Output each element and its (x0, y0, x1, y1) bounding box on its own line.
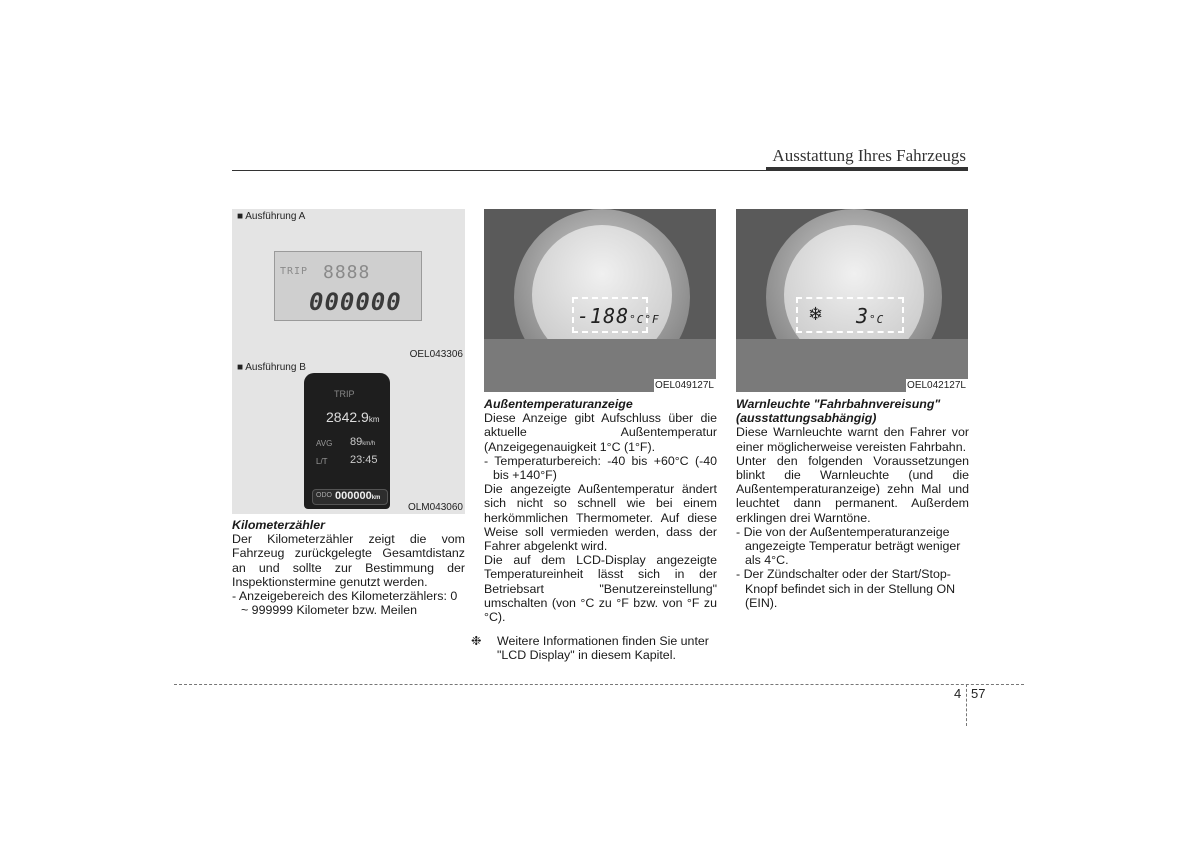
page-number: 57 (971, 686, 986, 701)
section-ice-warning (736, 397, 969, 610)
temperature-digits: -188 (577, 304, 630, 328)
figure-outside-temperature (484, 209, 716, 392)
temperature-display-value (577, 304, 660, 328)
paragraph: Die auf dem LCD-Display angezeigte Temperatureinheit lässt sich in der Betriebsart "Benutzereinstellung" umschalten (von °C zu °F bzw. von °F zu °C). (484, 553, 717, 625)
note (471, 634, 717, 663)
figure-caption: ■ Ausführung A (237, 211, 306, 222)
figure-code: OLM043060 (407, 502, 463, 513)
lcd-segment-digits: 8888 (323, 262, 371, 283)
figure-caption: ■ Ausführung B (237, 362, 306, 373)
figure-ice-warning (736, 209, 968, 392)
lcd-odometer-digits: 000000 (309, 288, 402, 316)
odo-digits: 000000 (335, 490, 372, 502)
figure-variant-a (232, 209, 465, 361)
section-title: Warnleuchte "Fahrbahnvereisung" (ausstattungsabhängig) (736, 397, 941, 426)
display-time-label: L/T (316, 457, 328, 466)
avg-value: 89 (350, 436, 363, 448)
bullet-item: - Anzeigebereich des Kilometerzählers: 0 ~ 999999 Kilometer bzw. Meilen (232, 589, 458, 618)
odo-value (335, 490, 380, 502)
figure-code: OEL049127L (655, 380, 714, 391)
avg-unit: km/h (362, 441, 376, 447)
lcd-odometer-display (274, 251, 422, 321)
display-odo-bar (312, 489, 388, 505)
figure-code: OEL042127L (907, 380, 966, 391)
paragraph: Die angezeigte Außentemperatur ändert sich nicht so schnell wie bei einem herkömmlichen Thermometer. Auf diese Weise soll vermieden werden, dass der Fahrer abgelenkt wird. (484, 482, 717, 554)
paragraph: Diese Warnleuchte warnt den Fahrer vor einer möglicherweise vereisten Fahrbahn. (736, 425, 969, 454)
ice-temperature-value (856, 304, 884, 328)
odo-unit: km (371, 495, 381, 501)
footer-divider (966, 684, 967, 726)
section-title: Kilometerzähler (232, 518, 325, 532)
display-distance-value: 2842.9 (326, 409, 369, 425)
section-title: Außentemperaturanzeige (484, 397, 633, 411)
lcd-trip-label: TRIP (280, 266, 309, 277)
figure-variant-b (232, 361, 465, 514)
chapter-number: 4 (954, 686, 962, 701)
tft-cluster-display (304, 373, 390, 509)
paragraph: Unter den folgenden Voraussetzungen blinkt die Warnleuchte (und die Außentemperaturanzeige) zehn Mal und leuchtet dann permanent. Außerdem erklingen drei Warntöne. (736, 453, 969, 525)
paragraph: Diese Anzeige gibt Aufschluss über die aktuelle Außentemperatur (Anzeigegenauigkeit 1°C (1°F). (484, 411, 717, 454)
display-distance-unit: km (368, 415, 380, 424)
header-rule-accent (766, 167, 968, 171)
note-symbol-icon: ❉ (471, 634, 482, 649)
footer-rule (174, 684, 1024, 685)
paragraph: Der Kilometerzähler zeigt die vom Fahrzeug zurückgelegte Gesamtdistanz an und sollte zur Bestimmung der Inspektionstermine genutzt werden. (232, 532, 465, 589)
display-distance (326, 409, 380, 425)
bullet-item: - Der Zündschalter oder der Start/Stop-Knopf befindet sich in der Stellung ON (EIN). (736, 567, 956, 610)
bullet-item: - Die von der Außentemperaturanzeige angezeigte Temperatur beträgt weniger als 4°C. (736, 524, 961, 568)
figure-code: OEL043306 (409, 349, 463, 360)
ice-temperature-digits: 3 (856, 304, 870, 328)
display-avg-label: AVG (316, 439, 333, 448)
display-time-value: 23:45 (350, 454, 378, 466)
ice-temperature-unit: °C (869, 313, 885, 326)
section-odometer (232, 518, 465, 617)
display-trip-label: TRIP (334, 389, 355, 399)
page-header-title: Ausstattung Ihres Fahrzeugs (772, 146, 966, 165)
temperature-unit: °C°F (629, 313, 660, 326)
odo-label: ODO (316, 492, 332, 499)
bullet-item: - Temperaturbereich: -40 bis +60°C (-40 bis +140°F) (484, 453, 717, 483)
note-text: Weitere Informationen finden Sie unter "LCD Display" in diesem Kapitel. (497, 634, 709, 663)
display-avg-value (350, 436, 375, 448)
snowflake-icon: ❄ (808, 304, 824, 324)
section-outside-temperature (471, 397, 717, 663)
